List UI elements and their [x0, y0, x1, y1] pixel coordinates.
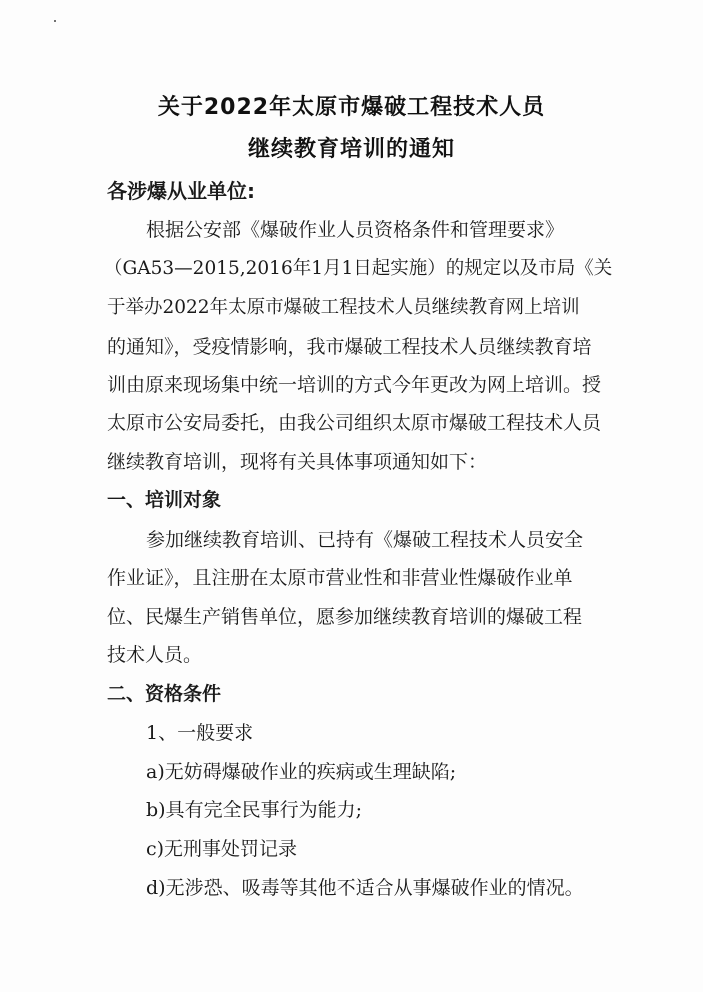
intro-line: 的通知》，受疫情影响，我市爆破工程技术人员继续教育培: [107, 336, 592, 358]
intro-line: 继续教育培训，现将有关具体事项通知如下：: [107, 451, 488, 473]
section1-line: 技术人员。: [107, 644, 203, 666]
requirement-item: d)无涉恐、吸毒等其他不适合从事爆破作业的情况。: [146, 877, 584, 899]
scan-speck: [54, 20, 56, 22]
document-title-line-2: 继续教育培训的通知: [247, 137, 455, 162]
intro-line: 太原市公安局委托，由我公司组织太原市爆破工程技术人员: [107, 412, 602, 434]
intro-line: （GA53—2015,2016年1月1日起实施）的规定以及市局《关: [104, 258, 613, 279]
requirement-item: b)具有完全民事行为能力;: [146, 799, 362, 821]
requirement-item: a)无妨碍爆破作业的疾病或生理缺陷;: [146, 761, 457, 783]
section1-line: 作业证》，且注册在太原市营业性和非营业性爆破作业单: [107, 567, 573, 589]
intro-line: 于举办2022年太原市爆破工程技术人员继续教育网上培训: [107, 297, 580, 318]
section1-line: 参加继续教育培训、已持有《爆破工程技术人员安全: [146, 529, 584, 551]
requirement-item: c)无刑事处罚记录: [146, 838, 298, 860]
subsection-general-requirements: 1、一般要求: [146, 722, 254, 744]
intro-line: 根据公安部《爆破作业人员资格条件和管理要求》: [146, 219, 565, 241]
document-title-line-1: 关于2022年太原市爆破工程技术人员: [157, 95, 546, 120]
section-heading-qualifications: 二、资格条件: [107, 683, 222, 705]
salutation: 各涉爆从业单位:: [107, 179, 255, 203]
intro-line: 训由原来现场集中统一培训的方式今年更改为网上培训。授: [107, 374, 602, 396]
section-heading-training-target: 一、培训对象: [107, 489, 222, 511]
section1-line: 位、民爆生产销售单位，愿参加继续教育培训的爆破工程: [107, 606, 583, 628]
